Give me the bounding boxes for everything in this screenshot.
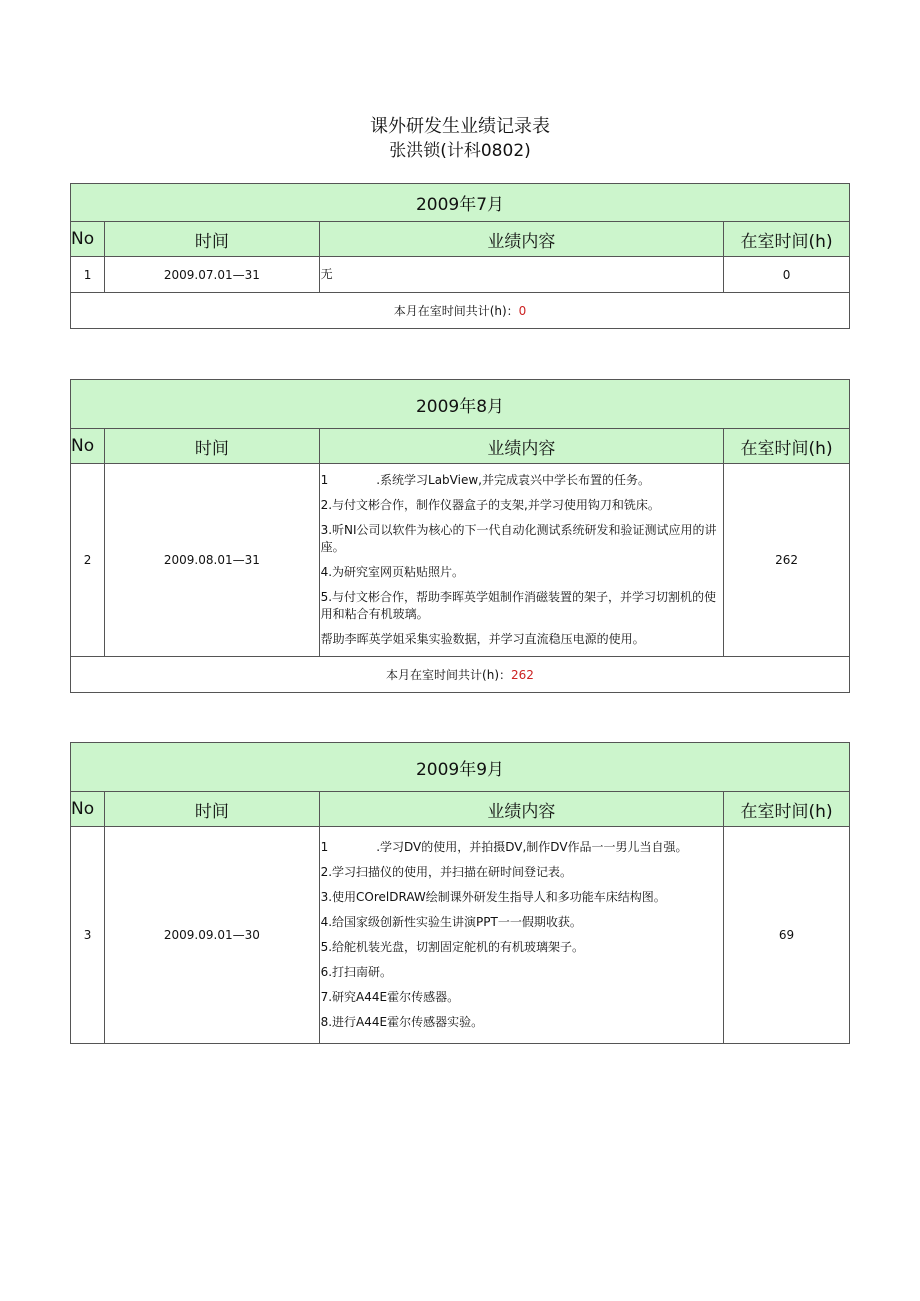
total-value: 262	[511, 668, 534, 682]
column-header-no: No	[71, 792, 105, 827]
content-line	[321, 939, 722, 956]
content-line	[321, 564, 722, 581]
content-line-number: 7.	[320, 990, 333, 1004]
content-line-number: 1	[320, 840, 329, 854]
row-number: 2	[71, 464, 105, 657]
content-line-text: 给舵机装光盘，切割固定舵机的有机玻璃架子。	[332, 940, 585, 954]
content-line	[321, 1014, 722, 1031]
content-line-number: 8.	[320, 1015, 333, 1029]
total-label: 本月在室时间共计(h)：	[393, 304, 519, 318]
column-header-content: 业绩内容	[319, 792, 724, 827]
content-line-text: 为研究室网页粘贴照片。	[332, 565, 465, 579]
column-header-hours: 在室时间(h)	[724, 429, 850, 464]
content-line-text: 与付文彬合作，帮助李晖英学姐制作消磁装置的架子，并学习切割机的使用和粘合有机玻璃。	[320, 590, 717, 621]
content-line-text: 研究A44E霍尔传感器。	[332, 990, 460, 1004]
content-line-number: 3.	[320, 523, 333, 537]
content-line	[321, 989, 722, 1006]
content-line	[321, 472, 722, 489]
content-line	[321, 964, 722, 981]
content-line	[321, 889, 722, 906]
content-line-number: 5.	[320, 940, 333, 954]
column-header-no: No	[71, 222, 105, 257]
content-line-text: 与付文彬合作，制作仪器盒子的支架,并学习使用钩刀和铣床。	[332, 498, 660, 512]
content-line	[321, 266, 722, 283]
content-line-text: 学习扫描仪的使用，并扫描在研时间登记表。	[332, 865, 573, 879]
column-header-time: 时间	[105, 429, 319, 464]
row-hours: 69	[724, 827, 850, 1044]
row-number: 3	[71, 827, 105, 1044]
row-time: 2009.07.01—31	[105, 257, 319, 293]
content-line-text: .系统学习LabView,并完成袁兴中学长布置的任务。	[376, 473, 650, 487]
content-line-number: 2.	[320, 865, 333, 879]
row-number: 1	[71, 257, 105, 293]
content-line	[321, 497, 722, 514]
content-line	[321, 522, 722, 556]
content-line-text: 打扫南研。	[332, 965, 393, 979]
row-content	[319, 464, 724, 657]
row-time: 2009.09.01—30	[105, 827, 319, 1044]
column-header-content: 业绩内容	[319, 222, 724, 257]
column-header-hours: 在室时间(h)	[724, 222, 850, 257]
content-line-text: 帮助李晖英学姐采集实验数据，并学习直流稳压电源的使用。	[320, 632, 645, 646]
column-header-hours: 在室时间(h)	[724, 792, 850, 827]
content-line-number: 2.	[320, 498, 333, 512]
row-content	[319, 257, 724, 293]
content-line-text: 使用COrelDRAW绘制课外研发生指导人和多功能车床结构图。	[332, 890, 666, 904]
record-table-august	[70, 379, 850, 693]
column-header-time: 时间	[105, 222, 319, 257]
row-hours: 262	[724, 464, 850, 657]
content-line-number: 4.	[320, 915, 333, 929]
content-line-number: 3.	[320, 890, 333, 904]
row-hours: 0	[724, 257, 850, 293]
month-heading: 2009年8月	[71, 380, 850, 429]
content-line-text: 无	[320, 267, 333, 281]
row-time: 2009.08.01—31	[105, 464, 319, 657]
page-subtitle: 张洪锁(计科0802)	[389, 141, 531, 161]
content-line-number: 1	[320, 473, 329, 487]
content-line	[321, 589, 722, 623]
content-line	[321, 839, 722, 856]
record-table-september	[70, 742, 850, 1044]
page-title: 课外研发生业绩记录表	[370, 116, 550, 137]
month-total	[71, 293, 850, 329]
total-label: 本月在室时间共计(h)：	[386, 668, 512, 682]
content-line-text: 进行A44E霍尔传感器实验。	[332, 1015, 484, 1029]
content-line-number: 6.	[320, 965, 333, 979]
column-header-time: 时间	[105, 792, 319, 827]
content-line	[321, 864, 722, 881]
content-line-text: .学习DV的使用，并拍摄DV,制作DV作品一一男儿当自强。	[376, 840, 688, 854]
month-heading: 2009年9月	[71, 743, 850, 792]
total-value: 0	[518, 304, 527, 318]
content-line-number: 5.	[320, 590, 333, 604]
month-heading: 2009年7月	[71, 184, 850, 222]
content-line-text: 听NI公司以软件为核心的下一代自动化测试系统研发和验证测试应用的讲座。	[320, 523, 717, 554]
row-content	[319, 827, 724, 1044]
content-line-number: 4.	[320, 565, 333, 579]
record-table-july	[70, 183, 850, 329]
column-header-content: 业绩内容	[319, 429, 724, 464]
content-line	[321, 631, 722, 648]
month-total	[71, 657, 850, 693]
content-line	[321, 914, 722, 931]
column-header-no: No	[71, 429, 105, 464]
content-line-text: 给国家级创新性实验生讲演PPT一一假期收获。	[332, 915, 582, 929]
